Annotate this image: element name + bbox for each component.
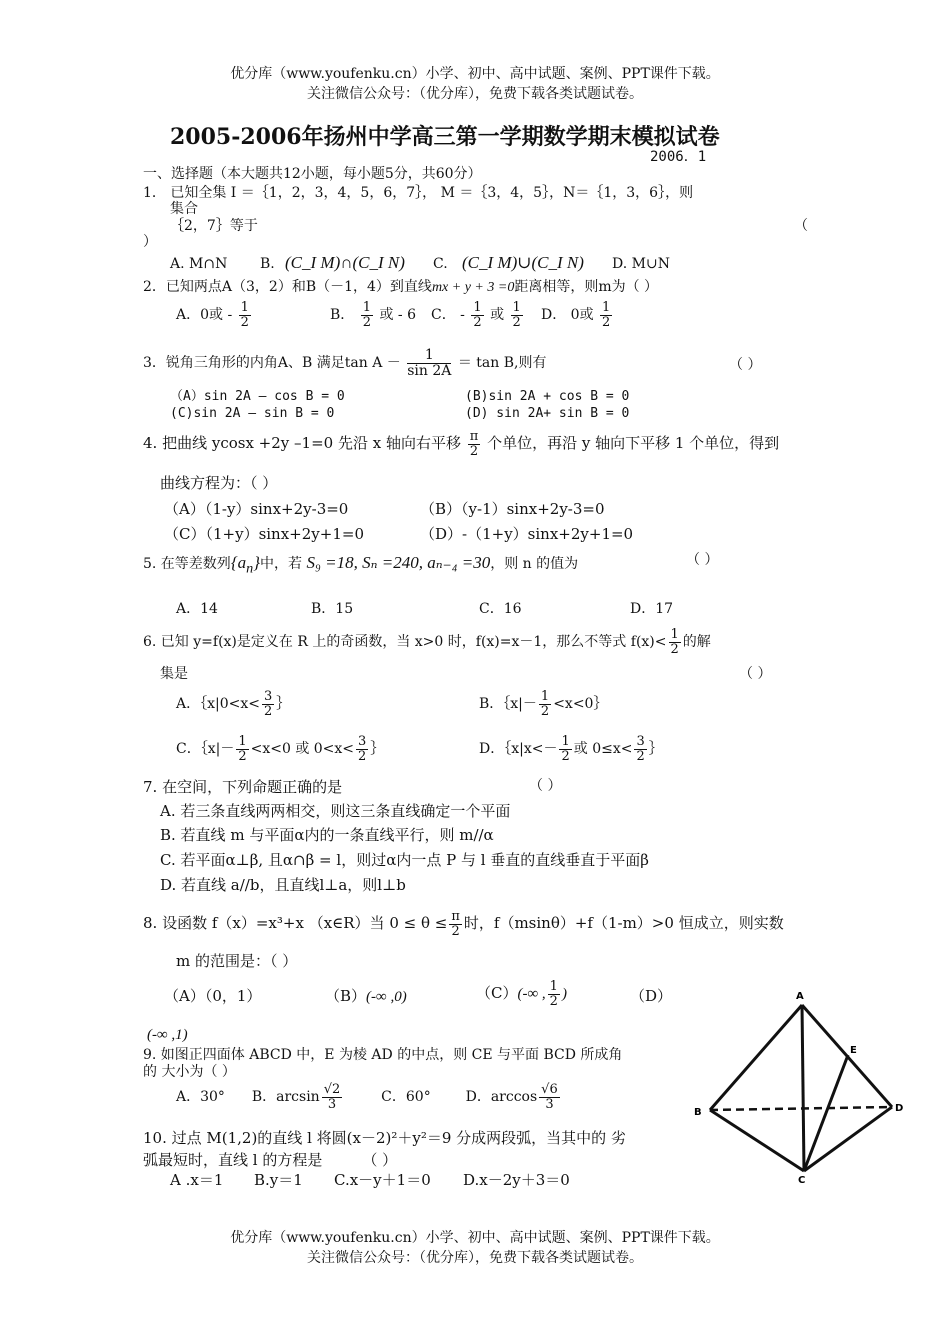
label-e: E xyxy=(850,1045,857,1056)
q1-line-3: ｛2，7｝等于 xyxy=(170,218,258,234)
fraction-half xyxy=(539,690,551,718)
q5-option-b: B．15 xyxy=(311,601,354,617)
q6-d-mid: 或 0≤x< xyxy=(573,741,633,758)
q8-line-2: m 的范围是：（ ） xyxy=(176,952,298,970)
fraction-three-halves xyxy=(634,735,646,763)
q2-b-post: 或 - 6 xyxy=(379,307,417,324)
edge-ab xyxy=(710,1005,802,1110)
q8-option-d: (-∞ ,1) xyxy=(147,1027,188,1043)
fraction-half xyxy=(239,301,251,329)
q9-line-1: 9. 如图正四面体 ABCD 中，E 为棱 AD 的中点，则 CE 与平面 BCD 所成角 xyxy=(143,1047,623,1063)
q8-text: 8. 设函数 f（x）=x³+x （x∈R）当 0 ≤ θ ≤ xyxy=(143,914,448,933)
q4-option-d: （D）-（1+y）sinx+2y+1=0 xyxy=(420,525,634,543)
q8-option-c xyxy=(476,980,567,1008)
q3-fraction xyxy=(407,348,451,378)
label-a: A xyxy=(796,991,804,1002)
q4-text-2: 个单位，再沿 y 轴向下平移 1 个单位，得到 xyxy=(487,434,780,453)
q1-option-d: D. M∪N xyxy=(612,256,670,272)
den: 2 xyxy=(473,314,482,330)
q10-option-a: A .x＝1 xyxy=(170,1171,224,1189)
den: 2 xyxy=(540,703,550,719)
q1-option-b-label: B. xyxy=(260,256,275,272)
q1-option-b: (C_I M)∩(C_I N) xyxy=(285,253,405,272)
q5-text: 5. 在等差数列 xyxy=(143,556,231,572)
q9-options xyxy=(176,1083,562,1111)
q8-c-pre: (-∞ , xyxy=(517,986,546,1003)
num: 1 xyxy=(602,300,611,315)
q2-option-c xyxy=(431,301,525,329)
q1-option-a: A. M∩N xyxy=(170,256,228,272)
q10-paren: （ ） xyxy=(362,1151,398,1169)
q8-b-value: (-∞ ,0) xyxy=(366,989,407,1005)
q8-c-post: ) xyxy=(561,986,567,1003)
fraction-sqrt2-3 xyxy=(322,1083,343,1111)
q2-c-mid: 或 xyxy=(490,307,505,324)
q5-condition: S₉ =18, Sₙ =240, aₙ₋₄ =30 xyxy=(306,553,491,572)
den: 2 xyxy=(636,748,645,764)
den: 2 xyxy=(549,993,558,1009)
q2-option-d xyxy=(541,301,614,329)
q10-option-d: D.x－2y＋3＝0 xyxy=(463,1171,570,1189)
q6-option-d xyxy=(479,735,663,763)
page-title: 2005-2006年扬州中学高三第一学期数学期末模拟试卷 xyxy=(170,124,720,150)
q8-option-a: （A）（0，1） xyxy=(164,987,262,1005)
header-line-1: 优分库（www.youfenku.cn）小学、初中、高中试题、案例、PPT课件下载。 xyxy=(230,66,720,82)
edge-bc xyxy=(710,1110,804,1171)
q4-fraction xyxy=(468,430,481,458)
num: π xyxy=(469,429,479,444)
num: 1 xyxy=(512,300,521,315)
q7-option-a: A. 若三条直线两两相交，则这三条直线确定一个平面 xyxy=(160,802,511,820)
num: π xyxy=(451,909,460,924)
q4-stem xyxy=(143,430,779,458)
q6-text-2: 的解 xyxy=(682,634,711,651)
den: 2 xyxy=(602,314,611,330)
q6-option-c xyxy=(176,735,384,763)
den: 2 xyxy=(561,748,570,764)
q10-text: 弧最短时，直线 l 的方程是 xyxy=(143,1151,323,1169)
q6-paren: （ ） xyxy=(739,666,772,682)
q8-stem xyxy=(143,910,784,938)
q2-option-b xyxy=(330,301,416,329)
num: 1 xyxy=(362,300,372,315)
q7-stem: 7. 在空间，下列命题正确的是 xyxy=(143,778,343,796)
den: 2 xyxy=(512,314,521,330)
q8-c-label: （C） xyxy=(476,984,518,1003)
q5-text-3: ，则 n 的值为 xyxy=(490,556,579,572)
q2-d-text: D． 0或 xyxy=(541,307,594,324)
q3-stem xyxy=(143,348,546,378)
q2-text-2: 距离相等，则m为（ ） xyxy=(514,279,659,295)
q5-option-a: A．14 xyxy=(176,601,218,617)
num: √6 xyxy=(541,1082,558,1097)
fraction-three-halves xyxy=(262,690,274,718)
q1-line-2: 集合 xyxy=(170,201,198,217)
q9-option-d: D．arccos xyxy=(465,1089,538,1106)
label-b: B xyxy=(694,1107,702,1118)
q10-line-1: 10. 过点 M(1,2)的直线 l 将圆(x－2)²＋y²＝9 分成两段弧，当其中的 劣 xyxy=(143,1129,626,1147)
q5-seq: $\{a_n\}$ xyxy=(230,553,261,577)
num: 1 xyxy=(549,979,558,994)
num: √2 xyxy=(323,1082,341,1097)
q9-option-a: A．30° xyxy=(176,1089,225,1106)
fraction-half xyxy=(236,735,248,763)
q9-line-2: 的 大小为（ ） xyxy=(143,1064,236,1080)
q6-d-post: ｝ xyxy=(648,741,663,758)
fraction-three-halves xyxy=(356,735,368,763)
tetrahedron-figure xyxy=(690,985,910,1185)
q2-stem xyxy=(143,279,658,297)
q2-a-text: A．0或 - xyxy=(176,307,233,324)
q1-option-c-label: C. xyxy=(433,256,448,272)
q5-option-d: D．17 xyxy=(630,601,674,617)
q2-option-a xyxy=(176,301,253,329)
fraction-half xyxy=(559,735,571,763)
q5-option-c: C．16 xyxy=(479,601,522,617)
footer-line-2: 关注微信公众号：（优分库），免费下载各类试题试卷。 xyxy=(307,1250,643,1266)
q3-text-2: ＝ tan B,则有 xyxy=(457,355,547,372)
q4-line-2: 曲线方程为：（ ） xyxy=(160,474,278,492)
den: 2 xyxy=(240,314,249,330)
edge-ac xyxy=(802,1005,804,1171)
fraction-sqrt6-3 xyxy=(539,1083,560,1111)
fraction-half xyxy=(600,301,612,329)
fraction-half xyxy=(548,980,560,1008)
q6-option-b xyxy=(479,690,607,718)
q3-text: 3．锐角三角形的内角A、B 满足tan A － xyxy=(143,355,401,372)
q8-fraction xyxy=(449,910,462,938)
q6-c-text: C．｛x|－ xyxy=(176,741,235,758)
q6-text: 6. 已知 y=f(x)是定义在 R 上的奇函数，当 x>0 时，f(x)=x－1，那么不等式 f(x)< xyxy=(143,634,667,651)
den: 2 xyxy=(238,748,247,764)
q9-option-b: B．arcsin xyxy=(251,1089,320,1106)
q1-line-1: 1． 已知全集 I ＝｛1，2，3，4，5，6，7｝， M ＝｛3，4，5｝，N＝｛1，3，6｝，则 xyxy=(143,185,694,201)
q6-b-post: <x<0｝ xyxy=(553,696,608,713)
q6-a-post: ｝ xyxy=(276,696,291,713)
den: 3 xyxy=(545,1096,554,1112)
q5-text-2: 中，若 xyxy=(260,556,303,572)
q6-b-text: B．｛x|－ xyxy=(479,696,537,713)
edge-bd-hidden xyxy=(710,1107,892,1110)
q3-option-c: (C)sin 2A – sin B = 0 xyxy=(170,406,335,421)
q2-c-text: C． - xyxy=(431,307,465,324)
q8-b-label: （B） xyxy=(325,987,367,1005)
q6-option-a xyxy=(176,690,290,718)
q3-option-a: （A）sin 2A – cos B = 0 xyxy=(170,389,345,404)
num: 3 xyxy=(264,689,273,704)
label-c: C xyxy=(798,1175,806,1185)
q2-line-eq: mx + y + 3 =0 xyxy=(431,280,515,295)
q8-option-b xyxy=(325,987,407,1007)
num: 3 xyxy=(358,734,367,749)
fraction-half xyxy=(511,301,523,329)
num: 3 xyxy=(636,734,645,749)
header-line-2: 关注微信公众号：（优分库），免费下载各类试题试卷。 xyxy=(307,86,643,102)
num: 1 xyxy=(561,734,570,749)
q8-text-2: 时，f（msinθ）+f（1-m）>0 恒成立，则实数 xyxy=(463,914,784,933)
q4-option-a: （A）（1-y）sinx+2y-3=0 xyxy=(164,500,349,518)
fraction-half xyxy=(361,301,373,329)
q8-option-d-label: （D） xyxy=(630,987,673,1005)
q6-d-text: D．｛x|x<－ xyxy=(479,741,558,758)
q7-option-c: C. 若平面α⊥β, 且α∩β = l，则过α内一点 P 与 l 垂直的直线垂直于平面β xyxy=(160,851,649,869)
q1-paren-open: （ xyxy=(794,218,808,234)
q5-seq-sub: n xyxy=(246,560,254,577)
fraction-half xyxy=(669,628,681,656)
label-d: D xyxy=(895,1103,904,1114)
num: 1 xyxy=(238,734,247,749)
q1-option-c: (C_I M)∪(C_I N) xyxy=(462,253,584,272)
fraction-half xyxy=(471,301,483,329)
q9-option-c: C．60° xyxy=(381,1089,431,1106)
den: 2 xyxy=(362,314,372,330)
q6-stem xyxy=(143,628,711,656)
num: 1 xyxy=(240,300,249,315)
den: 2 xyxy=(469,443,479,459)
den: sin 2A xyxy=(407,362,452,379)
den: 2 xyxy=(451,923,460,939)
q7-option-d: D. 若直线 a//b，且直线l⊥a，则l⊥b xyxy=(160,876,406,894)
q4-option-c: （C）（1+y）sinx+2y+1=0 xyxy=(164,525,364,543)
den: 3 xyxy=(327,1096,337,1112)
num: 1 xyxy=(473,300,482,315)
q2-text: 2．已知两点A（3，2）和B（－1，4）到直线 xyxy=(143,279,432,295)
q5-paren: （ ） xyxy=(686,552,719,568)
q3-paren: （ ） xyxy=(729,357,762,373)
q5-seq-a: {a xyxy=(230,553,247,572)
q10-option-b: B.y＝1 xyxy=(254,1171,303,1189)
q4-option-b: （B）（y-1）sinx+2y-3=0 xyxy=(420,500,605,518)
q6-line-2: 集是 xyxy=(160,666,188,682)
q3-option-b: (B)sin 2A + cos B = 0 xyxy=(465,389,630,404)
q10-option-c: C.x－y＋1＝0 xyxy=(334,1171,431,1189)
exam-date: 2006．1 xyxy=(650,149,707,165)
footer-line-1: 优分库（www.youfenku.cn）小学、初中、高中试题、案例、PPT课件下载。 xyxy=(230,1230,720,1246)
q7-option-b: B. 若直线 m 与平面α内的一条直线平行，则 m//α xyxy=(160,826,494,844)
q10-line-2 xyxy=(143,1151,397,1170)
q6-a-text: A．｛x|0<x< xyxy=(176,696,260,713)
q7-paren: （ ） xyxy=(529,778,562,794)
den: 2 xyxy=(264,703,273,719)
section-heading: 一、选择题（本大题共12小题，每小题5分，共60分） xyxy=(143,166,482,182)
q6-c-post: ｝ xyxy=(370,741,385,758)
q6-c-mid: <x<0 或 0<x< xyxy=(250,741,355,758)
q1-paren-close: ） xyxy=(143,234,157,250)
num: 1 xyxy=(670,627,679,642)
q3-option-d: (D) sin 2A+ sin B = 0 xyxy=(465,406,630,421)
den: 2 xyxy=(670,641,679,657)
num: 1 xyxy=(407,348,451,364)
q4-text: 4. 把曲线 ycosx +2y –1=0 先沿 x 轴向右平移 xyxy=(143,434,461,453)
num: 1 xyxy=(540,689,550,704)
den: 2 xyxy=(358,748,367,764)
q5-stem xyxy=(143,552,578,578)
q2-b-text: B． xyxy=(330,307,355,324)
